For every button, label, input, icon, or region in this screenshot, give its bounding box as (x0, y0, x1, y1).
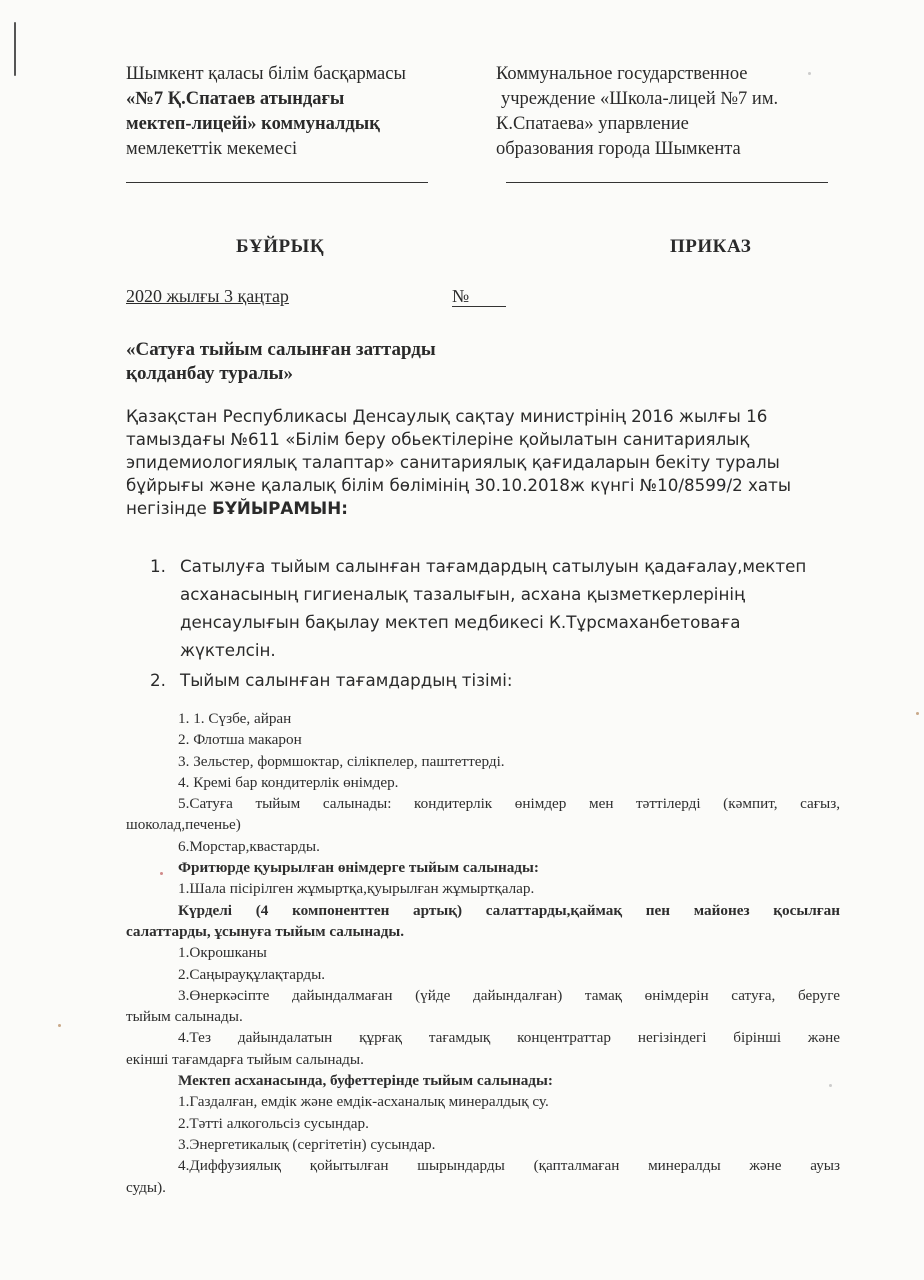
header-kz-line: «№7 Қ.Спатаев атындағы (126, 89, 345, 109)
item-text (180, 666, 840, 694)
list-item: 1.Шала пісірілген жұмыртқа,қуырылған жұмыртқалар. (178, 880, 535, 898)
list-item: 3.Өнеркәсіпте дайындалмаған (үйде дайындалған) тамақ өнімдерін сатуға, беруге (178, 986, 840, 1004)
list-item: тыйым салынады. (126, 1008, 243, 1026)
list-heading: Фритюрде қуырылған өнімдерге тыйым салынады: (178, 859, 539, 877)
list-item: 4.Диффузиялық қойытылған шырындарды (қапталмаған минералды және ауыз (178, 1157, 840, 1175)
scan-edge-mark (14, 22, 16, 76)
order-number: № (452, 286, 506, 307)
list-item: 1.Окрошканы (178, 944, 267, 962)
scan-speck (829, 1084, 832, 1087)
list-item: суды). (126, 1178, 166, 1196)
item-line: Тыйым салынған тағамдардың тізімі: (180, 670, 513, 690)
intro-prefix: негізінде (126, 498, 213, 518)
scan-speck (58, 1024, 61, 1027)
header-kz (126, 62, 466, 162)
scan-speck (808, 72, 811, 75)
header-kz-underline (126, 182, 428, 183)
item-line: асханасының гигиеналық тазалығын, асхана қызметкерлерінің (180, 584, 746, 604)
header-ru-line: Коммунальное государственное (496, 64, 748, 84)
list-item: 5.Сатуға тыйым салынады: кондитерлік өнімдер мен тәттілерді (кәмпит, сағыз, (178, 795, 840, 813)
list-item: 6.Морстар,квастарды. (178, 837, 320, 855)
header-ru-line: образования города Шымкента (496, 139, 741, 159)
title-ru: ПРИКАЗ (670, 236, 752, 257)
list-item: 3.Энергетикалық (сергітетін) сусындар. (178, 1135, 436, 1153)
intro-order-word: БҰЙЫРАМЫН: (212, 498, 348, 518)
item-line: жүктелсін. (180, 640, 276, 660)
subject-line: «Сатуға тыйым салынған заттарды (126, 339, 436, 360)
scan-speck (160, 872, 163, 875)
list-heading: Мектеп асханасында, буфеттерінде тыйым салынады: (178, 1072, 553, 1090)
list-item: 2. Флотша макарон (178, 731, 302, 749)
list-item: 4.Тез дайындалатын құрғақ тағамдық концентраттар негізіндегі бірінші және (178, 1029, 840, 1047)
header-ru-underline (506, 182, 828, 183)
list-heading: Күрделі (4 компоненттен артық) салаттарды,қаймақ пен майонез қосылған (178, 901, 840, 919)
intro-line: Қазақстан Республикасы Денсаулық сақтау министрінің 2016 жылғы 16 (126, 406, 768, 426)
order-date: 2020 жылғы 3 қаңтар (126, 286, 289, 306)
list-item: шоколад,печенье) (126, 816, 241, 834)
intro-paragraph (126, 405, 826, 520)
list-item: 2.Саңырауқұлақтарды. (178, 965, 326, 983)
scan-speck (916, 712, 919, 715)
list-item: екінші тағамдарға тыйым салынады. (126, 1050, 364, 1068)
list-item: 3. Зельстер, формшоктар, сілікпелер, пaштеттерді. (178, 752, 505, 770)
header-kz-line: мемлекеттік мекемесі (126, 139, 298, 159)
header-ru-line: К.Спатаева» упарвление (496, 114, 689, 134)
header-kz-line (126, 112, 466, 137)
intro-line: эпидемиологиялық талаптар» санитариялық қағидаларын бекіту туралы (126, 452, 780, 472)
list-item: 1.Газдалған, емдік және емдік-асханалық минералдық су. (178, 1093, 549, 1111)
header-ru (496, 62, 856, 162)
order-subject (126, 338, 436, 386)
subject-line: қолданбау туралы» (126, 363, 294, 384)
intro-line (126, 497, 826, 520)
intro-line: бұйрығы және қалалық білім бөлімінің 30.10.2018ж күнгі №10/8599/2 хаты (126, 475, 792, 495)
list-item: 2.Тәтті алкогольсіз сусындар. (178, 1114, 369, 1132)
header-kz-line: Шымкент қаласы білім басқармасы (126, 64, 406, 84)
item-line: денсаулығын бақылау мектеп медбикесі К.Тұрсмаханбетоваға (180, 612, 741, 632)
intro-line: тамыздағы №611 «Білім беру обьектілеріне қойылатын санитариялық (126, 429, 750, 449)
item-line: Сатылуға тыйым салынған тағамдардың сатылуын қадағалау,мектеп (180, 556, 807, 576)
list-item: 1. 1. Сүзбе, айран (178, 710, 292, 727)
title-kz: БҰЙРЫҚ (236, 236, 325, 257)
item-number: 1. (150, 556, 166, 576)
item-number: 2. (150, 670, 166, 690)
prohibited-list (126, 708, 840, 1198)
header-kz-line-text: мектеп-лицейі» коммуналдық (126, 114, 380, 134)
item-text (180, 552, 840, 664)
header-ru-line: учреждение «Школа-лицей №7 им. (501, 89, 779, 109)
list-heading: салаттарды, ұсынуға тыйым салынады. (126, 922, 405, 940)
list-item: 4. Кремі бар кондитерлік өнімдер. (178, 773, 399, 791)
